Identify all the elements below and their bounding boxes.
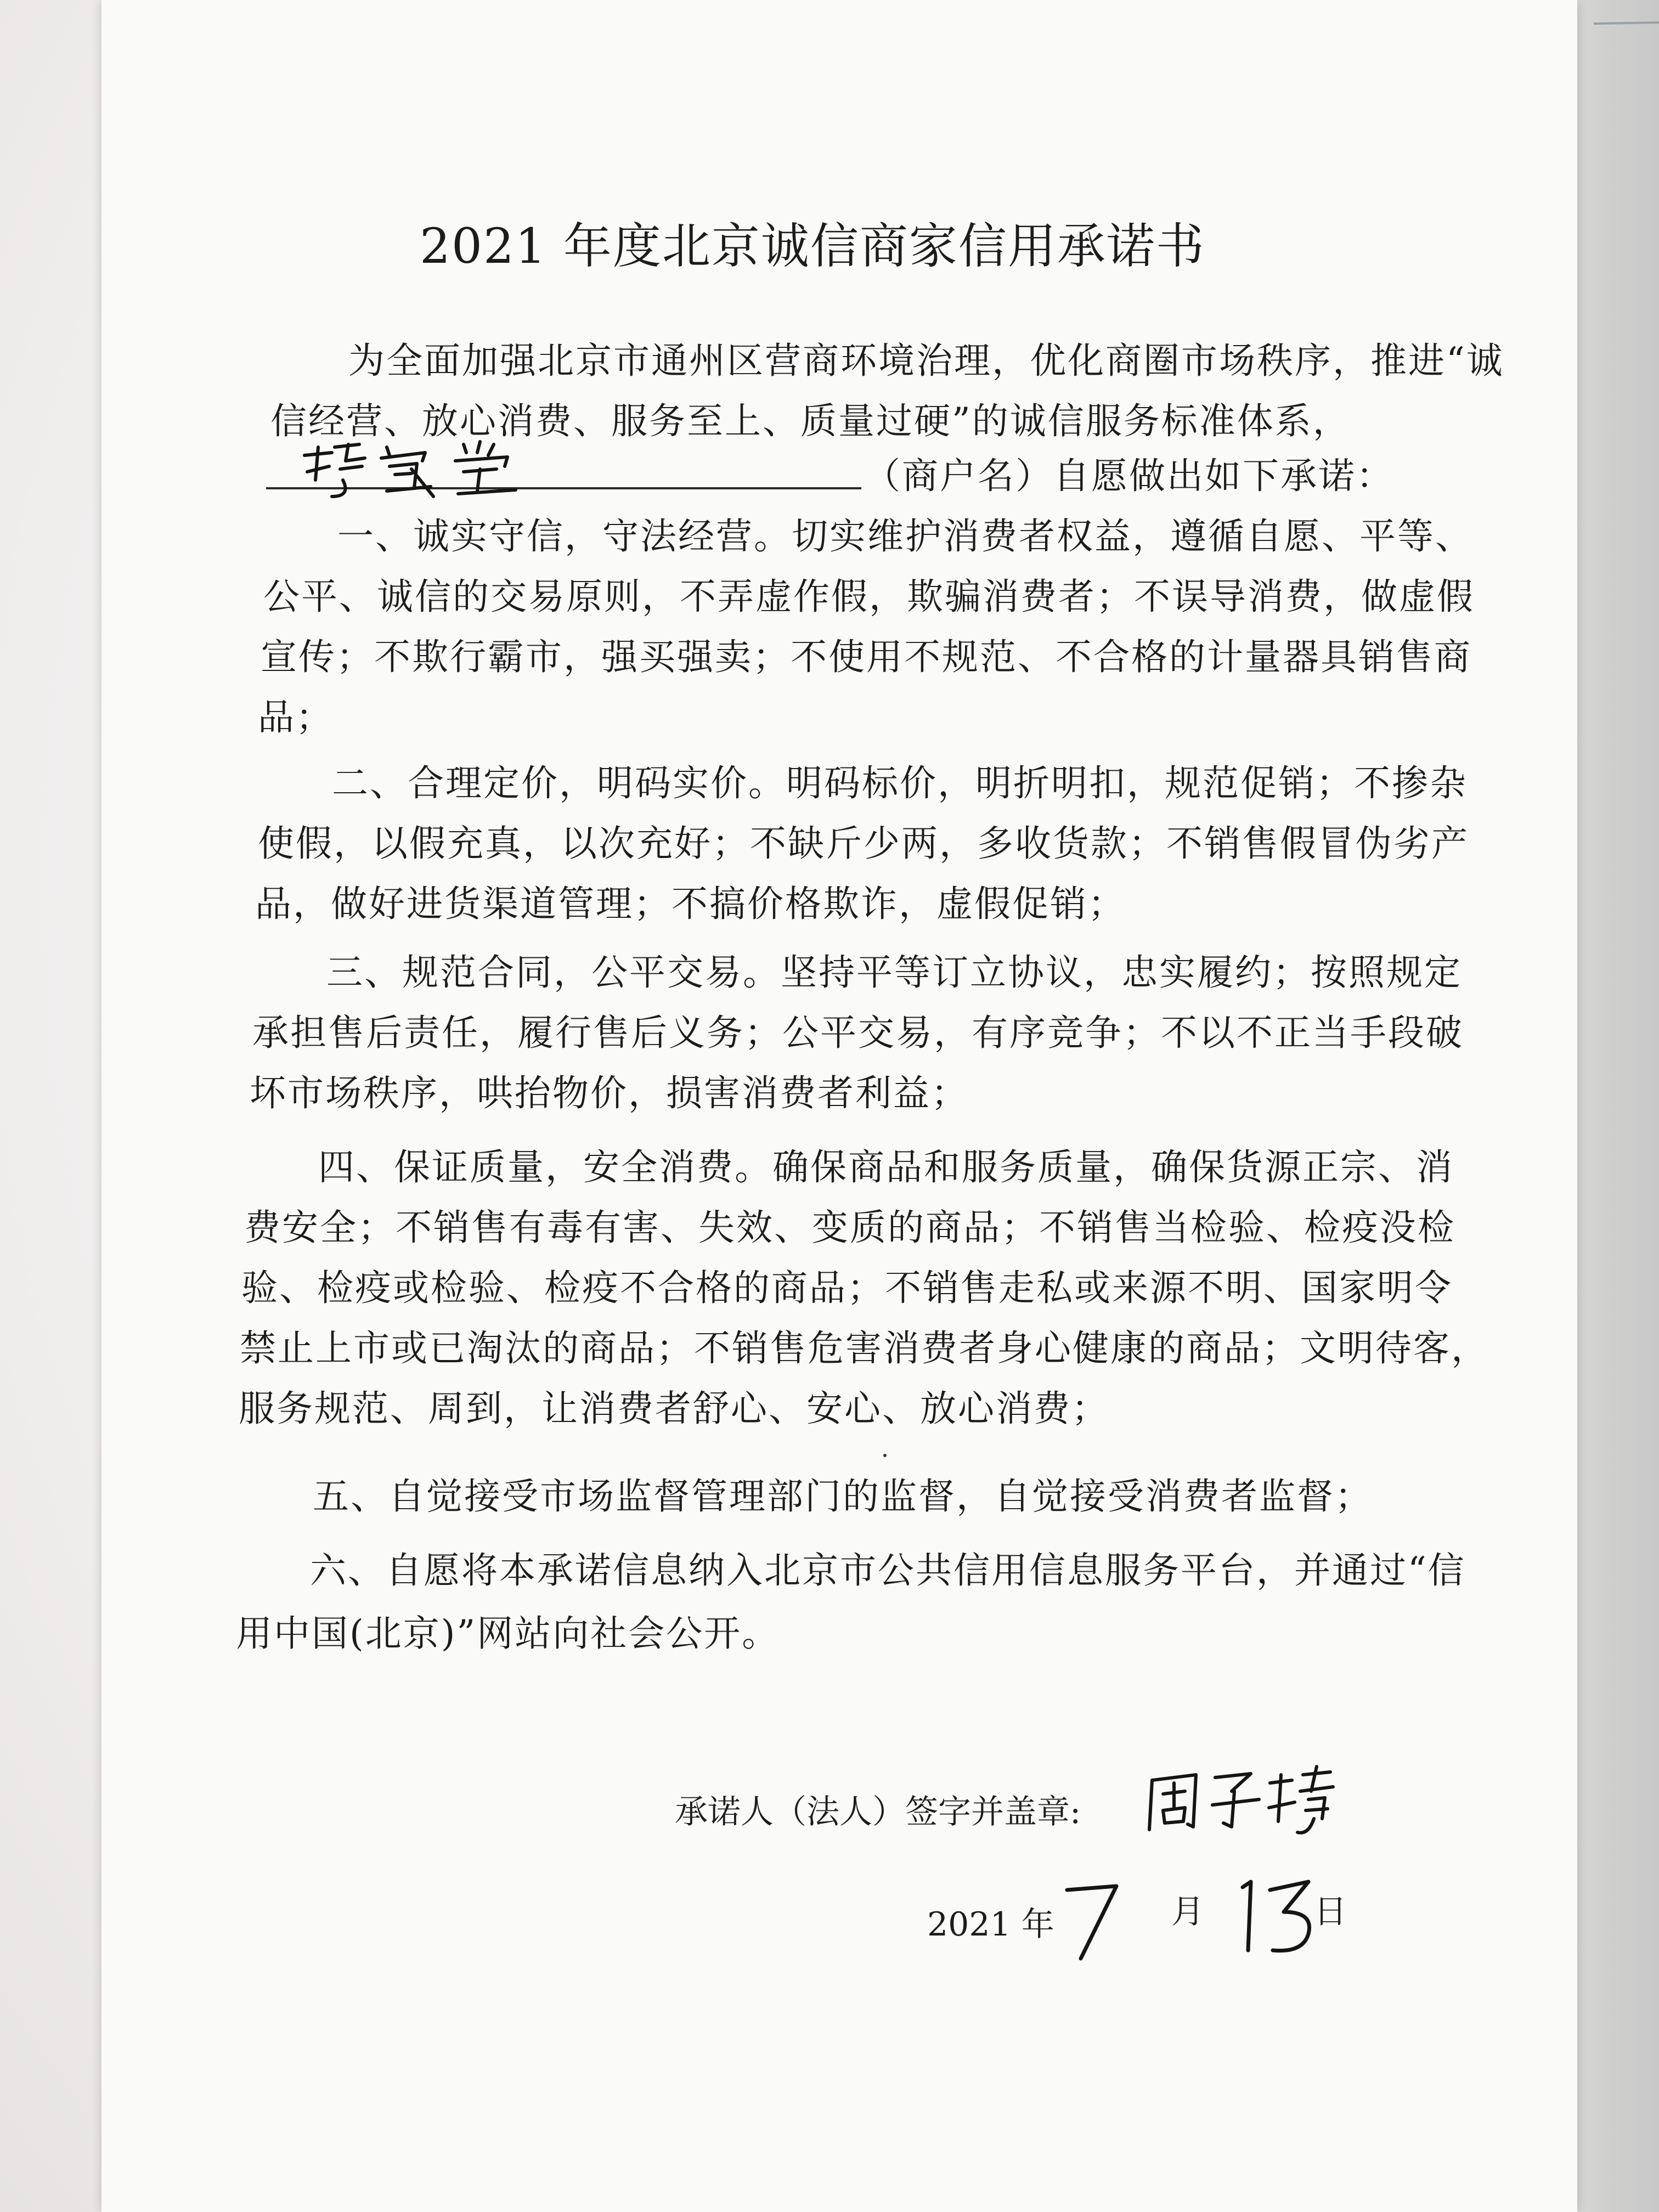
- clause-4-line-1: 四、保证质量，安全消费。确保商品和服务质量，确保货源正宗、消: [318, 1146, 1454, 1188]
- clause-1-line-4: 品；: [258, 696, 334, 738]
- clause-1-line-1: 一、诚实守信，守法经营。切实维护消费者权益，遵循自愿、平等、: [337, 515, 1473, 557]
- ink-dot: [883, 1454, 887, 1457]
- date-month-handwriting: [1059, 1876, 1125, 1964]
- clause-6-line-1: 六、自愿将本承诺信息纳入北京市公共信用信息服务平台，并通过“信: [310, 1549, 1466, 1592]
- clause-3-line-2: 承担售后责任，履行售后义务；公平交易，有序竞争；不以不正当手段破: [252, 1012, 1464, 1054]
- signature-label: 承诺人（法人）签字并盖章:: [675, 1793, 1081, 1831]
- intro-line-1: 为全面加强北京市通州区营商环境治理，优化商圈市场秩序，推进“诚: [348, 340, 1504, 382]
- date-day-label: 日: [1314, 1893, 1347, 1931]
- clause-3-line-1: 三、规范合同，公平交易。坚持平等订立协议，忠实履约；按照规定: [326, 951, 1462, 994]
- clause-4-line-3: 验、检疫或检验、检疫不合格的商品；不销售走私或来源不明、国家明令: [241, 1267, 1453, 1309]
- document-title: 2021 年度北京诚信商家信用承诺书: [420, 218, 1205, 274]
- clause-4-line-2: 费安全；不销售有毒有害、失效、变质的商品；不销售当检验、检疫没检: [244, 1206, 1455, 1249]
- date-line: [927, 1898, 1054, 1945]
- date-day-handwriting: [1232, 1874, 1319, 1956]
- clause-1-line-2: 公平、诚信的交易原则，不弄虚作假，欺骗消费者；不误导消费，做虚假: [263, 575, 1475, 618]
- clause-2-line-2: 使假，以假充真，以次充好；不缺斤少两，多收货款；不销售假冒伪劣产: [258, 822, 1469, 865]
- merchant-name-label: （商户名）自愿做出如下承诺：: [864, 455, 1394, 497]
- desk-edge: [1575, 0, 1659, 2212]
- date-month-label: 月: [1171, 1893, 1204, 1931]
- clause-6-line-2: 用中国(北京)”网站向社会公开。: [236, 1612, 780, 1655]
- clause-2-line-3: 品，做好进货渠道管理；不搞价格欺诈，虚假促销；: [255, 883, 1126, 925]
- paper-sheet: [101, 0, 1577, 2212]
- clause-3-line-3: 坏市场秩序，哄抬物价，损害消费者利益；: [250, 1072, 969, 1114]
- clause-2-line-1: 二、合理定价，明码实价。明码标价，明折明扣，规范促销；不掺杂: [332, 762, 1468, 804]
- merchant-name-handwriting: [299, 436, 529, 502]
- intro-line-2: 信经营、放心消费、服务至上、质量过硬”的诚信服务标准体系，: [270, 400, 1351, 442]
- date-year: 2021 年: [927, 1905, 1054, 1944]
- clause-1-line-3: 宣传；不欺行霸市，强买强卖；不使用不规范、不合格的计量器具销售商: [261, 636, 1472, 678]
- clause-5-line-1: 五、自觉接受市场监督管理部门的监督，自觉接受消费者监督；: [313, 1475, 1373, 1517]
- clause-4-line-5: 服务规范、周到，让消费者舒心、安心、放心消费；: [239, 1387, 1109, 1430]
- signature-handwriting: [1144, 1758, 1341, 1841]
- clause-4-line-4: 禁止上市或已淘汰的商品；不销售危害消费者身心健康的商品；文明待客，: [240, 1327, 1489, 1369]
